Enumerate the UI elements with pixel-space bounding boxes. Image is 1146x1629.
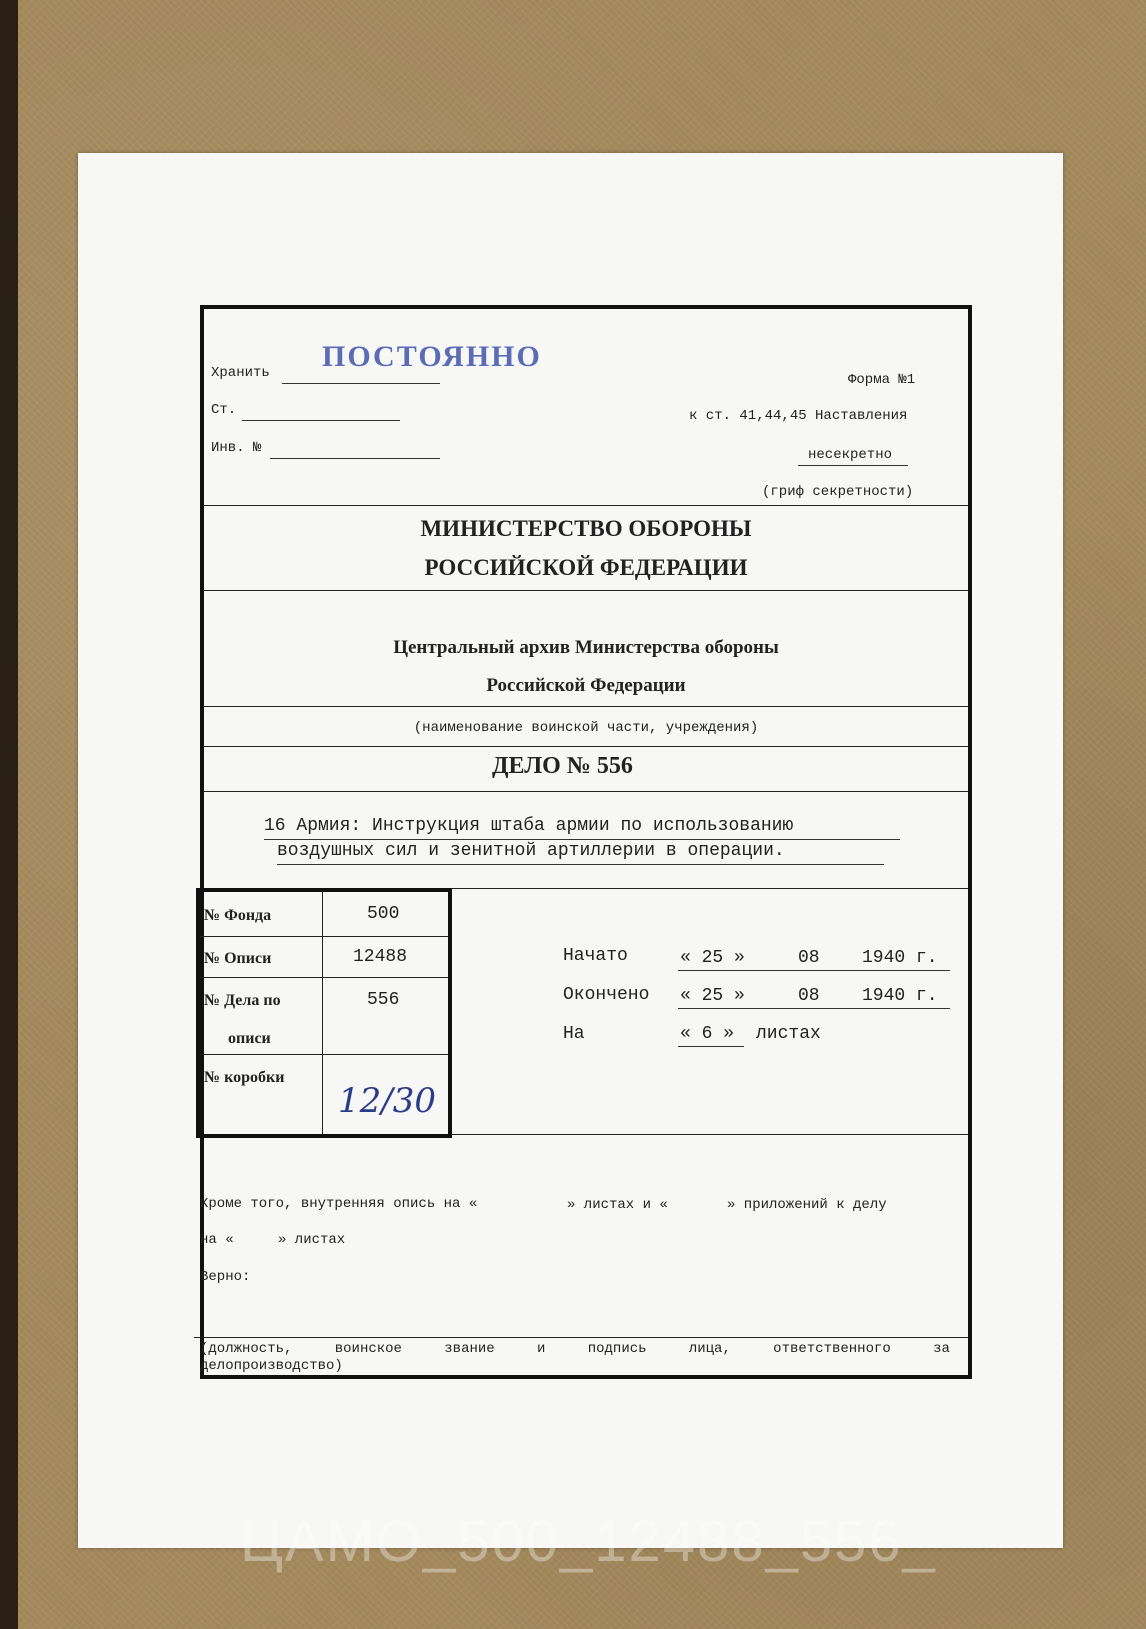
ministry-line-2: РОССИЙСКОЙ ФЕДЕРАЦИИ xyxy=(424,555,748,580)
ended-label: Окончено xyxy=(563,985,650,1005)
ended-day: « 25 » xyxy=(680,986,745,1006)
table-row-divider xyxy=(200,1054,448,1055)
fund-value: 500 xyxy=(367,904,400,924)
sheets-label: На xyxy=(563,1024,585,1044)
secrecy-value: несекретно xyxy=(808,447,893,463)
divider xyxy=(194,1337,968,1338)
folder-edge xyxy=(0,0,18,1629)
verified-label: Верно: xyxy=(200,1269,251,1285)
caption-word: подпись xyxy=(587,1341,647,1357)
caption-word: воинское xyxy=(334,1341,402,1357)
st-line xyxy=(242,420,400,421)
sheets-underline xyxy=(678,1046,744,1047)
archive-watermark: ЦАМО_500_12488_556_ xyxy=(240,1509,937,1574)
started-label: Начато xyxy=(563,946,628,966)
case-by-inventory-label-1: № Дела по xyxy=(204,992,281,1009)
inner-inventory-text-2: » листах и « xyxy=(567,1197,668,1213)
ended-year: 1940 г. xyxy=(862,986,938,1006)
inv-line xyxy=(270,458,440,459)
ministry-line-1: МИНИСТЕРСТВО ОБОРОНЫ xyxy=(420,516,752,541)
box-label: № коробки xyxy=(204,1069,285,1086)
case-description-line-1: 16 Армия: Инструкция штаба армии по использованию xyxy=(264,816,794,836)
divider xyxy=(452,1134,968,1135)
keep-label: Хранить xyxy=(211,365,270,381)
fund-label: № Фонда xyxy=(204,907,272,924)
caption-word: звание xyxy=(444,1341,495,1357)
case-by-inventory-value: 556 xyxy=(367,990,400,1010)
divider xyxy=(204,706,968,707)
caption-word: лица, xyxy=(688,1341,731,1357)
responsible-caption-line-2: делопроизводство) xyxy=(200,1358,343,1374)
description-underline-1 xyxy=(264,839,900,840)
sheets-value: « 6 » xyxy=(680,1024,735,1044)
case-number: 556 xyxy=(596,753,633,779)
started-day: « 25 » xyxy=(680,948,745,968)
case-title-label: ДЕЛО № xyxy=(492,753,591,779)
inventory-value: 12488 xyxy=(353,947,408,967)
caption-word: за xyxy=(933,1341,950,1357)
inner-inventory-text-3: » приложений к делу xyxy=(727,1197,887,1213)
case-by-inventory-label-2: описи xyxy=(228,1030,271,1047)
ended-month: 08 xyxy=(798,986,820,1006)
started-year: 1940 г. xyxy=(862,948,938,968)
secrecy-caption: (гриф секретности) xyxy=(762,484,914,500)
table-row-divider xyxy=(200,977,448,978)
ended-underline xyxy=(678,1008,950,1009)
keep-line xyxy=(282,383,440,384)
divider xyxy=(204,590,968,591)
archive-line-1: Центральный архив Министерства обороны xyxy=(393,637,779,658)
archive-line-2: Российской Федерации xyxy=(486,675,686,696)
started-underline xyxy=(678,970,950,971)
secrecy-line xyxy=(798,465,908,466)
description-underline-2 xyxy=(277,864,884,865)
divider xyxy=(452,888,968,889)
caption-word: (должность, xyxy=(200,1341,293,1357)
inv-label: Инв. № xyxy=(211,440,262,456)
st-label: Ст. xyxy=(211,402,237,418)
articles-reference: к ст. 41,44,45 Наставления xyxy=(689,408,908,424)
caption-word: ответственного xyxy=(773,1341,891,1357)
table-column-divider xyxy=(322,892,323,1134)
started-month: 08 xyxy=(798,948,820,968)
table-row-divider xyxy=(200,936,448,937)
divider xyxy=(204,746,968,747)
case-title xyxy=(492,753,633,780)
sheets-unit: листах xyxy=(756,1024,821,1044)
inner-inventory-text-4: на « xyxy=(200,1232,234,1248)
caption-word: и xyxy=(537,1341,546,1357)
stamp-permanent: ПОСТОЯННО xyxy=(322,340,542,373)
responsible-caption-line-1 xyxy=(200,1341,950,1357)
divider xyxy=(204,505,968,506)
inner-inventory-text-1: Кроме того, внутренняя опись на « xyxy=(200,1196,478,1212)
divider xyxy=(204,791,968,792)
archive-caption: (наименование воинской части, учреждения) xyxy=(413,720,759,736)
case-description-line-2: воздушных сил и зенитной артиллерии в операции. xyxy=(277,841,785,861)
inventory-label: № Описи xyxy=(204,950,272,967)
form-number: Форма №1 xyxy=(848,372,916,388)
inner-inventory-text-5: » листах xyxy=(278,1232,346,1248)
box-value-handwritten: 12/30 xyxy=(338,1081,436,1121)
